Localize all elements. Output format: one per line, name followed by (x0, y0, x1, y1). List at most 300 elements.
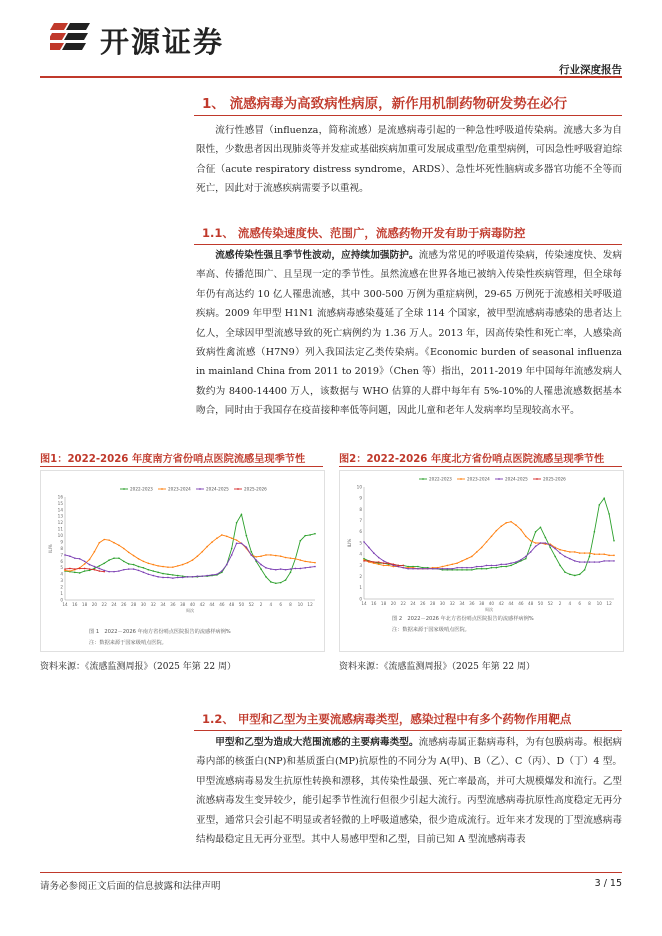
data-point (500, 525, 502, 527)
figure-2-title-divider (339, 466, 622, 467)
data-point (128, 563, 130, 565)
x-tick-label: 12 (606, 601, 612, 606)
figure-2-frame (339, 470, 624, 652)
legend-label: 2024-2025 (505, 476, 528, 482)
data-point (295, 568, 297, 570)
section-1-2-lead: 甲型和乙型为造成大范围流感的主要病毒类型。 (215, 737, 419, 748)
y-tick-label: 6 (359, 529, 362, 535)
legend-marker (237, 488, 239, 490)
figure-1-chart (41, 471, 324, 631)
x-tick-label: 42 (498, 601, 504, 606)
legend-marker (498, 478, 500, 480)
data-point (540, 527, 542, 529)
data-point (108, 571, 110, 573)
data-point (99, 565, 101, 567)
data-point (79, 568, 81, 570)
data-point (564, 571, 566, 573)
data-point (461, 560, 463, 562)
data-point (99, 568, 101, 570)
data-point (481, 568, 483, 570)
data-point (491, 535, 493, 537)
data-point (461, 567, 463, 569)
x-tick-label: 24 (410, 601, 416, 606)
data-point (589, 556, 591, 558)
data-point (192, 576, 194, 578)
data-point (84, 570, 86, 572)
data-point (84, 561, 86, 563)
x-tick-label: 32 (449, 601, 455, 606)
data-point (525, 558, 527, 560)
data-point (535, 546, 537, 548)
y-tick-label: 16 (57, 494, 63, 500)
x-tick-label: 12 (307, 602, 313, 607)
y-tick-label: 0 (359, 596, 362, 602)
data-point (89, 559, 91, 561)
data-point (535, 531, 537, 533)
data-point (123, 561, 125, 563)
data-point (113, 542, 115, 544)
data-point (211, 541, 213, 543)
y-tick-label: 4 (359, 551, 362, 557)
data-point (603, 560, 605, 562)
x-tick-label: 38 (478, 601, 485, 606)
data-point (569, 558, 571, 560)
data-point (368, 560, 370, 562)
data-point (515, 561, 517, 563)
data-point (89, 568, 91, 570)
data-point (270, 581, 272, 583)
data-point (613, 555, 615, 557)
data-point (157, 572, 159, 574)
data-point (79, 572, 81, 574)
data-point (285, 579, 287, 581)
data-point (476, 568, 478, 570)
y-tick-label: 0 (60, 597, 63, 603)
y-tick-label: 15 (57, 500, 63, 506)
data-point (162, 577, 164, 579)
data-point (309, 566, 311, 568)
figure-1-frame (40, 470, 325, 652)
y-tick-label: 10 (356, 484, 362, 490)
data-point (383, 562, 385, 564)
data-point (177, 565, 179, 567)
data-point (417, 568, 419, 570)
data-point (554, 556, 556, 558)
data-point (103, 539, 105, 541)
data-point (241, 514, 243, 516)
data-point (442, 568, 444, 570)
data-point (554, 548, 556, 550)
y-tick-label: 9 (60, 539, 63, 545)
data-point (260, 568, 262, 570)
data-point (579, 561, 581, 563)
data-point (211, 574, 213, 576)
data-point (99, 570, 101, 572)
x-tick-label: 44 (508, 601, 514, 606)
x-tick-label: 40 (189, 602, 196, 607)
data-point (64, 554, 66, 556)
data-point (598, 553, 600, 555)
x-tick-label: 48 (527, 601, 534, 606)
footer-divider (40, 872, 622, 873)
data-point (496, 565, 498, 567)
data-point (74, 557, 76, 559)
x-tick-label: 46 (219, 602, 225, 607)
data-point (157, 565, 159, 567)
data-point (123, 569, 125, 571)
section-1-2-divider (194, 730, 622, 731)
data-point (584, 552, 586, 554)
data-point (236, 543, 238, 545)
report-type-label: 行业深度报告 (559, 64, 622, 76)
figure-2-source: 资料来源：《流感监测周报》（2025 年第 22 周） (339, 662, 535, 672)
data-point (486, 565, 488, 567)
legend-label: 2022-2023 (429, 476, 452, 482)
data-point (525, 535, 527, 537)
data-point (148, 569, 150, 571)
data-point (476, 566, 478, 568)
x-tick-label: 40 (488, 601, 495, 606)
data-point (603, 497, 605, 499)
data-point (383, 565, 385, 567)
y-tick-label: 1 (60, 590, 63, 596)
data-point (270, 554, 272, 556)
x-tick-label: 42 (199, 602, 205, 607)
data-point (598, 561, 600, 563)
data-point (613, 540, 615, 542)
data-point (520, 529, 522, 531)
y-tick-label: 10 (57, 533, 63, 539)
data-point (510, 565, 512, 567)
legend-label: 2025-2026 (244, 486, 267, 492)
section-1-2-heading: 1.2、 甲型和乙型为主要流感病毒类型，感染过程中有多个药物作用靶点 (202, 712, 572, 726)
data-point (471, 567, 473, 569)
section-1-heading: 1、 流感病毒为高致病性病原，新作用机制药物研发势在必行 (202, 96, 568, 112)
data-point (574, 560, 576, 562)
data-point (226, 535, 228, 537)
company-name: 开源证券 (100, 25, 225, 59)
data-point (94, 551, 96, 553)
data-point (378, 557, 380, 559)
legend-marker (161, 488, 163, 490)
data-point (363, 541, 365, 543)
data-point (94, 569, 96, 571)
data-point (500, 566, 502, 568)
y-tick-label: 3 (60, 578, 63, 584)
data-point (456, 562, 458, 564)
data-point (108, 539, 110, 541)
x-tick-label: 2 (259, 602, 263, 607)
data-point (388, 562, 390, 564)
data-point (594, 553, 596, 555)
data-point (515, 524, 517, 526)
y-tick-label: 1 (359, 585, 362, 591)
x-tick-label: 34 (160, 602, 166, 607)
data-point (197, 555, 199, 557)
x-tick-label: 16 (371, 601, 377, 606)
x-tick-label: 20 (390, 601, 397, 606)
data-point (496, 567, 498, 569)
y-tick-label: 9 (359, 495, 362, 501)
data-point (99, 542, 101, 544)
data-point (167, 566, 169, 568)
data-point (608, 513, 610, 515)
data-point (530, 540, 532, 542)
data-point (466, 558, 468, 560)
data-point (451, 563, 453, 565)
x-tick-label: 26 (420, 601, 426, 606)
section-1-1-paragraph (196, 246, 622, 421)
data-point (505, 563, 507, 565)
x-tick-label: 52 (547, 601, 553, 606)
x-tick-label: 46 (518, 601, 524, 606)
x-tick-label: 16 (72, 602, 78, 607)
data-point (363, 560, 365, 562)
x-tick-label: 18 (380, 601, 387, 606)
x-tick-label: 20 (91, 602, 98, 607)
legend-marker (123, 488, 125, 490)
data-point (285, 569, 287, 571)
x-tick-label: 44 (209, 602, 215, 607)
data-point (402, 565, 404, 567)
data-point (265, 554, 267, 556)
y-tick-label: 12 (57, 520, 63, 526)
data-point (471, 556, 473, 558)
x-tick-label: 10 (297, 602, 303, 607)
data-point (201, 551, 203, 553)
data-point (309, 561, 311, 563)
data-point (613, 560, 615, 562)
data-point (148, 573, 150, 575)
legend-marker (460, 478, 462, 480)
data-point (167, 577, 169, 579)
data-point (167, 573, 169, 575)
y-tick-label: 2 (60, 584, 63, 590)
data-point (103, 571, 105, 573)
x-tick-label: 24 (111, 602, 117, 607)
y-axis-label: ILI% (347, 538, 352, 548)
data-point (260, 555, 262, 557)
data-point (162, 566, 164, 568)
y-tick-label: 7 (60, 552, 63, 558)
data-point (304, 567, 306, 569)
data-point (481, 547, 483, 549)
data-point (559, 552, 561, 554)
figure-2-caption: 图 2 2022－2026 年北方省份哨点医院报告的流感样病例% (392, 616, 534, 622)
data-point (69, 568, 71, 570)
series-line (364, 498, 614, 575)
data-point (143, 561, 145, 563)
data-point (246, 546, 248, 548)
data-point (525, 556, 527, 558)
data-point (304, 535, 306, 537)
series-line (364, 542, 614, 569)
data-point (505, 522, 507, 524)
legend-marker (422, 478, 424, 480)
legend-marker (199, 488, 201, 490)
data-point (417, 566, 419, 568)
data-point (569, 574, 571, 576)
data-point (564, 556, 566, 558)
legend-label: 2024-2025 (206, 486, 229, 492)
data-point (143, 567, 145, 569)
x-tick-label: 22 (101, 602, 107, 607)
data-point (152, 570, 154, 572)
data-point (598, 504, 600, 506)
y-tick-label: 5 (359, 540, 362, 546)
data-point (74, 572, 76, 574)
data-point (275, 582, 277, 584)
data-point (280, 582, 282, 584)
data-point (491, 565, 493, 567)
data-point (290, 568, 292, 570)
data-point (172, 577, 174, 579)
data-point (398, 565, 400, 567)
data-point (231, 554, 233, 556)
data-point (373, 561, 375, 563)
data-point (275, 555, 277, 557)
data-point (530, 544, 532, 546)
data-point (388, 565, 390, 567)
y-tick-label: 8 (359, 506, 362, 512)
figure-2-subcaption: 注：数据来源于国家级哨点医院。 (392, 627, 470, 633)
data-point (206, 546, 208, 548)
data-point (290, 572, 292, 574)
data-point (108, 559, 110, 561)
data-point (192, 559, 194, 561)
data-point (304, 561, 306, 563)
data-point (280, 568, 282, 570)
data-point (197, 575, 199, 577)
data-point (260, 564, 262, 566)
data-point (510, 521, 512, 523)
data-point (456, 567, 458, 569)
data-point (89, 564, 91, 566)
data-point (152, 564, 154, 566)
data-point (471, 569, 473, 571)
y-tick-label: 13 (57, 513, 63, 519)
x-tick-label: 14 (361, 601, 367, 606)
data-point (128, 568, 130, 570)
data-point (265, 567, 267, 569)
series-line (65, 514, 315, 583)
data-point (143, 572, 145, 574)
x-tick-label: 28 (130, 602, 137, 607)
y-tick-label: 14 (57, 507, 63, 513)
data-point (486, 568, 488, 570)
data-point (162, 573, 164, 575)
data-point (226, 564, 228, 566)
x-tick-label: 22 (400, 601, 406, 606)
series-line (65, 535, 315, 571)
data-point (564, 550, 566, 552)
data-point (545, 537, 547, 539)
data-point (442, 566, 444, 568)
section-1-2-body: 流感病毒属正黏病毒科，为有包膜病毒。根据病毒内部的核蛋白(NP)和基质蛋白(MP)抗原性的不同分为 A(甲)、B（乙）、C（丙）、D（丁）4 型。甲型流感病毒易发生抗原性转换和漂移，其传染性最强、死亡率最高，并可大规模爆发和流行。乙型流感病毒发生变异较少，能引起季节性流行但很少引起大流行。丙型流感病毒抗原性高度稳定无再分亚型，通常只会引起不明显或者轻微的上呼吸道感染，很少造成流行。近年来才发现的丁型流感病毒结构最稳定且无再分亚型。其中人易感甲型和乙型，目前已知 A 型流感病毒表 (196, 737, 622, 846)
data-point (280, 555, 282, 557)
data-point (589, 561, 591, 563)
data-point (118, 570, 120, 572)
y-tick-label: 8 (60, 545, 63, 551)
section-1-1-body: 流感为常见的呼吸道传染病，传染速度快、发病率高、传播范围广、且呈现一定的季节性。虽然流感在世界各地已被纳入传染性疾病管理，但全球每年仍有高达约 10 亿人罹患流感，其中 300-500 万例为重症病例，29-65 万例死于流感相关呼吸道疾病。2009 年甲型 H1N1 流感病毒感染蔓延了全球 114 个国家，被甲型流感病毒感染的患者达上亿人，全球因甲型流感导致的死亡病例约为 1.36 万人。2013 年，因高传染性和死亡率，人感染高致病性禽流感（H7N9）列入我国法定乙类传染病。《Economic burden of seasonal influenza in mainland China from 2011 to 2019》（Chen 等）指出，2011-2019 年中国每年流感发病人数约为 8400-14400 万人，该数据与 WHO 估算的人群中每年有 5%-10%的人罹患流感数据基本吻合，同时由于我国存在疫苗接种率低等问题，因此儿童和老年人发病率均呈现较高水平。 (196, 250, 622, 417)
y-tick-label: 2 (359, 574, 362, 579)
data-point (133, 555, 135, 557)
x-tick-label: 38 (179, 602, 186, 607)
data-point (216, 537, 218, 539)
data-point (549, 544, 551, 546)
data-point (221, 570, 223, 572)
data-point (584, 561, 586, 563)
data-point (314, 533, 316, 535)
data-point (574, 575, 576, 577)
data-point (295, 558, 297, 560)
data-point (103, 563, 105, 565)
data-point (157, 576, 159, 578)
data-point (314, 562, 316, 564)
x-tick-label: 6 (578, 601, 582, 606)
page-number: 3 / 15 (594, 878, 622, 889)
data-point (535, 542, 537, 544)
legend-label: 2023-2024 (168, 486, 191, 492)
data-point (231, 548, 233, 550)
data-point (383, 560, 385, 562)
legend-label: 2022-2023 (130, 486, 153, 492)
section-1-divider (194, 115, 622, 116)
x-tick-label: 30 (439, 601, 446, 606)
data-point (299, 568, 301, 570)
data-point (236, 539, 238, 541)
figure-2-title: 图2：2022-2026 年度北方省份哨点医院流感呈现季节性 (339, 454, 605, 465)
series-line (65, 543, 315, 578)
x-tick-label: 6 (279, 602, 283, 607)
data-point (64, 568, 66, 570)
data-point (368, 547, 370, 549)
data-point (138, 558, 140, 560)
data-point (559, 549, 561, 551)
legend-label: 2025-2026 (543, 476, 566, 482)
data-point (447, 568, 449, 570)
data-point (373, 552, 375, 554)
data-point (540, 542, 542, 544)
x-tick-label: 52 (248, 602, 254, 607)
data-point (559, 565, 561, 567)
data-point (466, 569, 468, 571)
y-tick-label: 3 (359, 562, 362, 568)
x-axis-label: 周次 (484, 607, 494, 612)
data-point (432, 568, 434, 570)
data-point (378, 563, 380, 565)
data-point (138, 566, 140, 568)
x-tick-label: 2 (558, 601, 562, 606)
data-point (402, 567, 404, 569)
x-tick-label: 36 (170, 602, 176, 607)
data-point (138, 570, 140, 572)
x-tick-label: 30 (140, 602, 147, 607)
data-point (299, 540, 301, 542)
x-tick-label: 14 (62, 602, 68, 607)
data-point (270, 568, 272, 570)
data-point (579, 574, 581, 576)
figure-1-source: 资料来源：《流感监测周报》（2025 年第 22 周） (40, 662, 236, 672)
data-point (378, 561, 380, 563)
data-point (437, 568, 439, 570)
y-tick-label: 6 (60, 558, 63, 564)
data-point (94, 566, 96, 568)
data-point (275, 569, 277, 571)
data-point (231, 537, 233, 539)
y-tick-label: 11 (57, 526, 63, 532)
data-point (265, 576, 267, 578)
